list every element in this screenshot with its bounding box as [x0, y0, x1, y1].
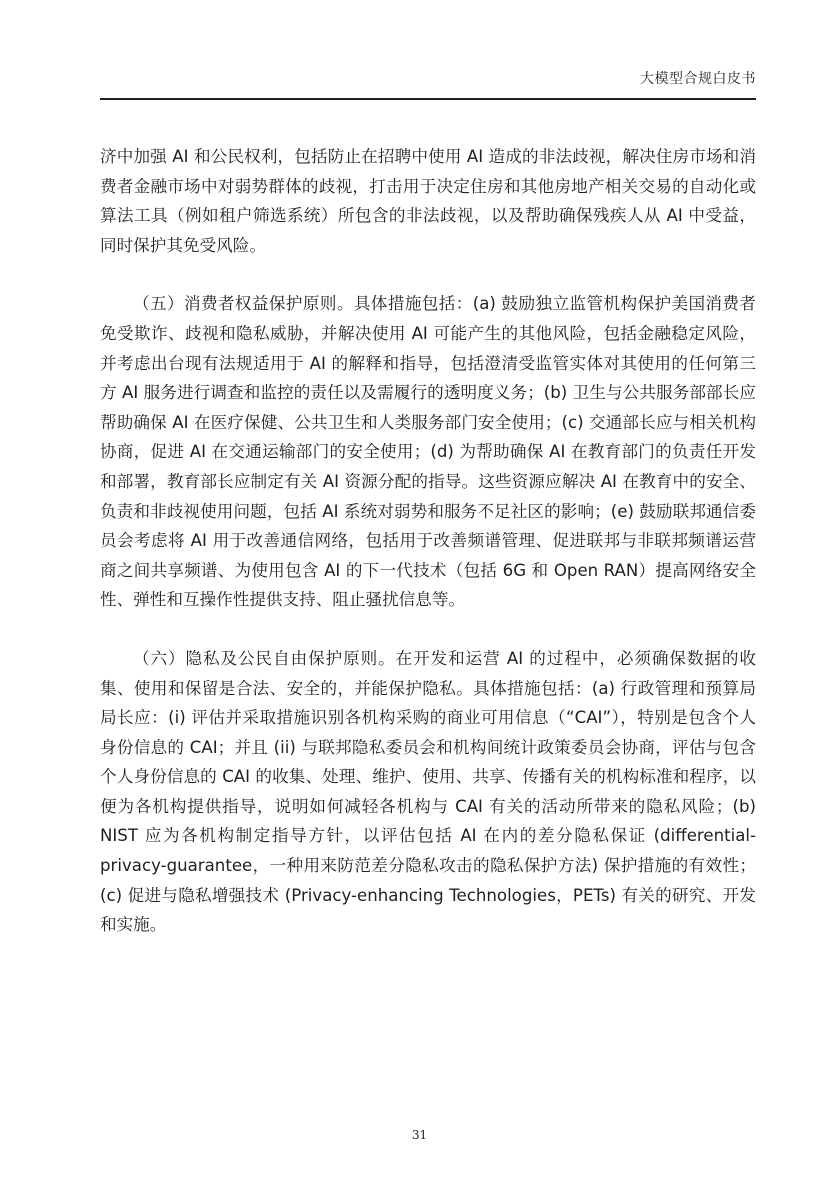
body-text [100, 142, 756, 940]
page-number: 31 [411, 1128, 428, 1142]
paragraph-consumer-protection: （五）消费者权益保护原则。具体措施包括：(a) 鼓励独立监管机构保护美国消费者免受欺诈、歧视和隐私威胁，并解决使用 AI 可能产生的其他风险，包括金融稳定风险，并考虑出台现有法规适用于 AI 的解释和指导，包括澄清受监管实体对其使用的任何第三方 AI 服务进行调查和监控的责任以及需履行的透明度义务；(b) 卫生与公共服务部部长应帮助确保 AI 在医疗保健、公共卫生和人类服务部门安全使用；(c) 交通部长应与相关机构协商，促进 AI 在交通运输部门的安全使用；(d) 为帮助确保 AI 在教育部门的负责任开发和部署，教育部长应制定有关 AI 资源分配的指导。这些资源应解决 AI 在教育中的安全、负责和非歧视使用问题，包括 AI 系统对弱势和服务不足社区的影响；(e) 鼓励联邦通信委员会考虑将 AI 用于改善通信网络，包括用于改善频谱管理、促进联邦与非联邦频谱运营商之间共享频谱、为使用包含 AI 的下一代技术（包括 6G 和 Open RAN）提高网络安全性、弹性和互操作性提供支持、阻止骚扰信息等。 [100, 294, 756, 610]
paragraph-privacy-protection: （六）隐私及公民自由保护原则。在开发和运营 AI 的过程中，必须确保数据的收集、使用和保留是合法、安全的，并能保护隐私。具体措施包括：(a) 行政管理和预算局局长应：(i) 评估并采取措施识别各机构采购的商业可用信息（“CAI”），特别是包含个人身份信息的 CAI；并且 (ii) 与联邦隐私委员会和机构间统计政策委员会协商，评估与包含个人身份信息的 CAI 的收集、处理、维护、使用、共享、传播有关的机构标准和程序，以便为各机构提供指导，说明如何减轻各机构与 CAI 有关的活动所带来的隐私风险；(b) NIST 应为各机构制定指导方针，以评估包括 AI 在内的差分隐私保证 (differential-privacy-guarantee，一种用来防范差分隐私攻击的隐私保护方法) 保护措施的有效性；(c) 促进与隐私增强技术 (Privacy-enhancing Technologies，PETs) 有关的研究、开发和实施。 [100, 648, 756, 935]
header-title: 大模型合规白皮书 [640, 71, 756, 87]
paragraph-continuation: 济中加强 AI 和公民权利，包括防止在招聘中使用 AI 造成的非法歧视，解决住房市场和消费者金融市场中对弱势群体的歧视，打击用于决定住房和其他房地产相关交易的自动化或算法工具（例如租户筛选系统）所包含的非法歧视，以及帮助确保残疾人从 AI 中受益，同时保护其免受风险。 [100, 147, 756, 255]
page-header [100, 60, 756, 100]
